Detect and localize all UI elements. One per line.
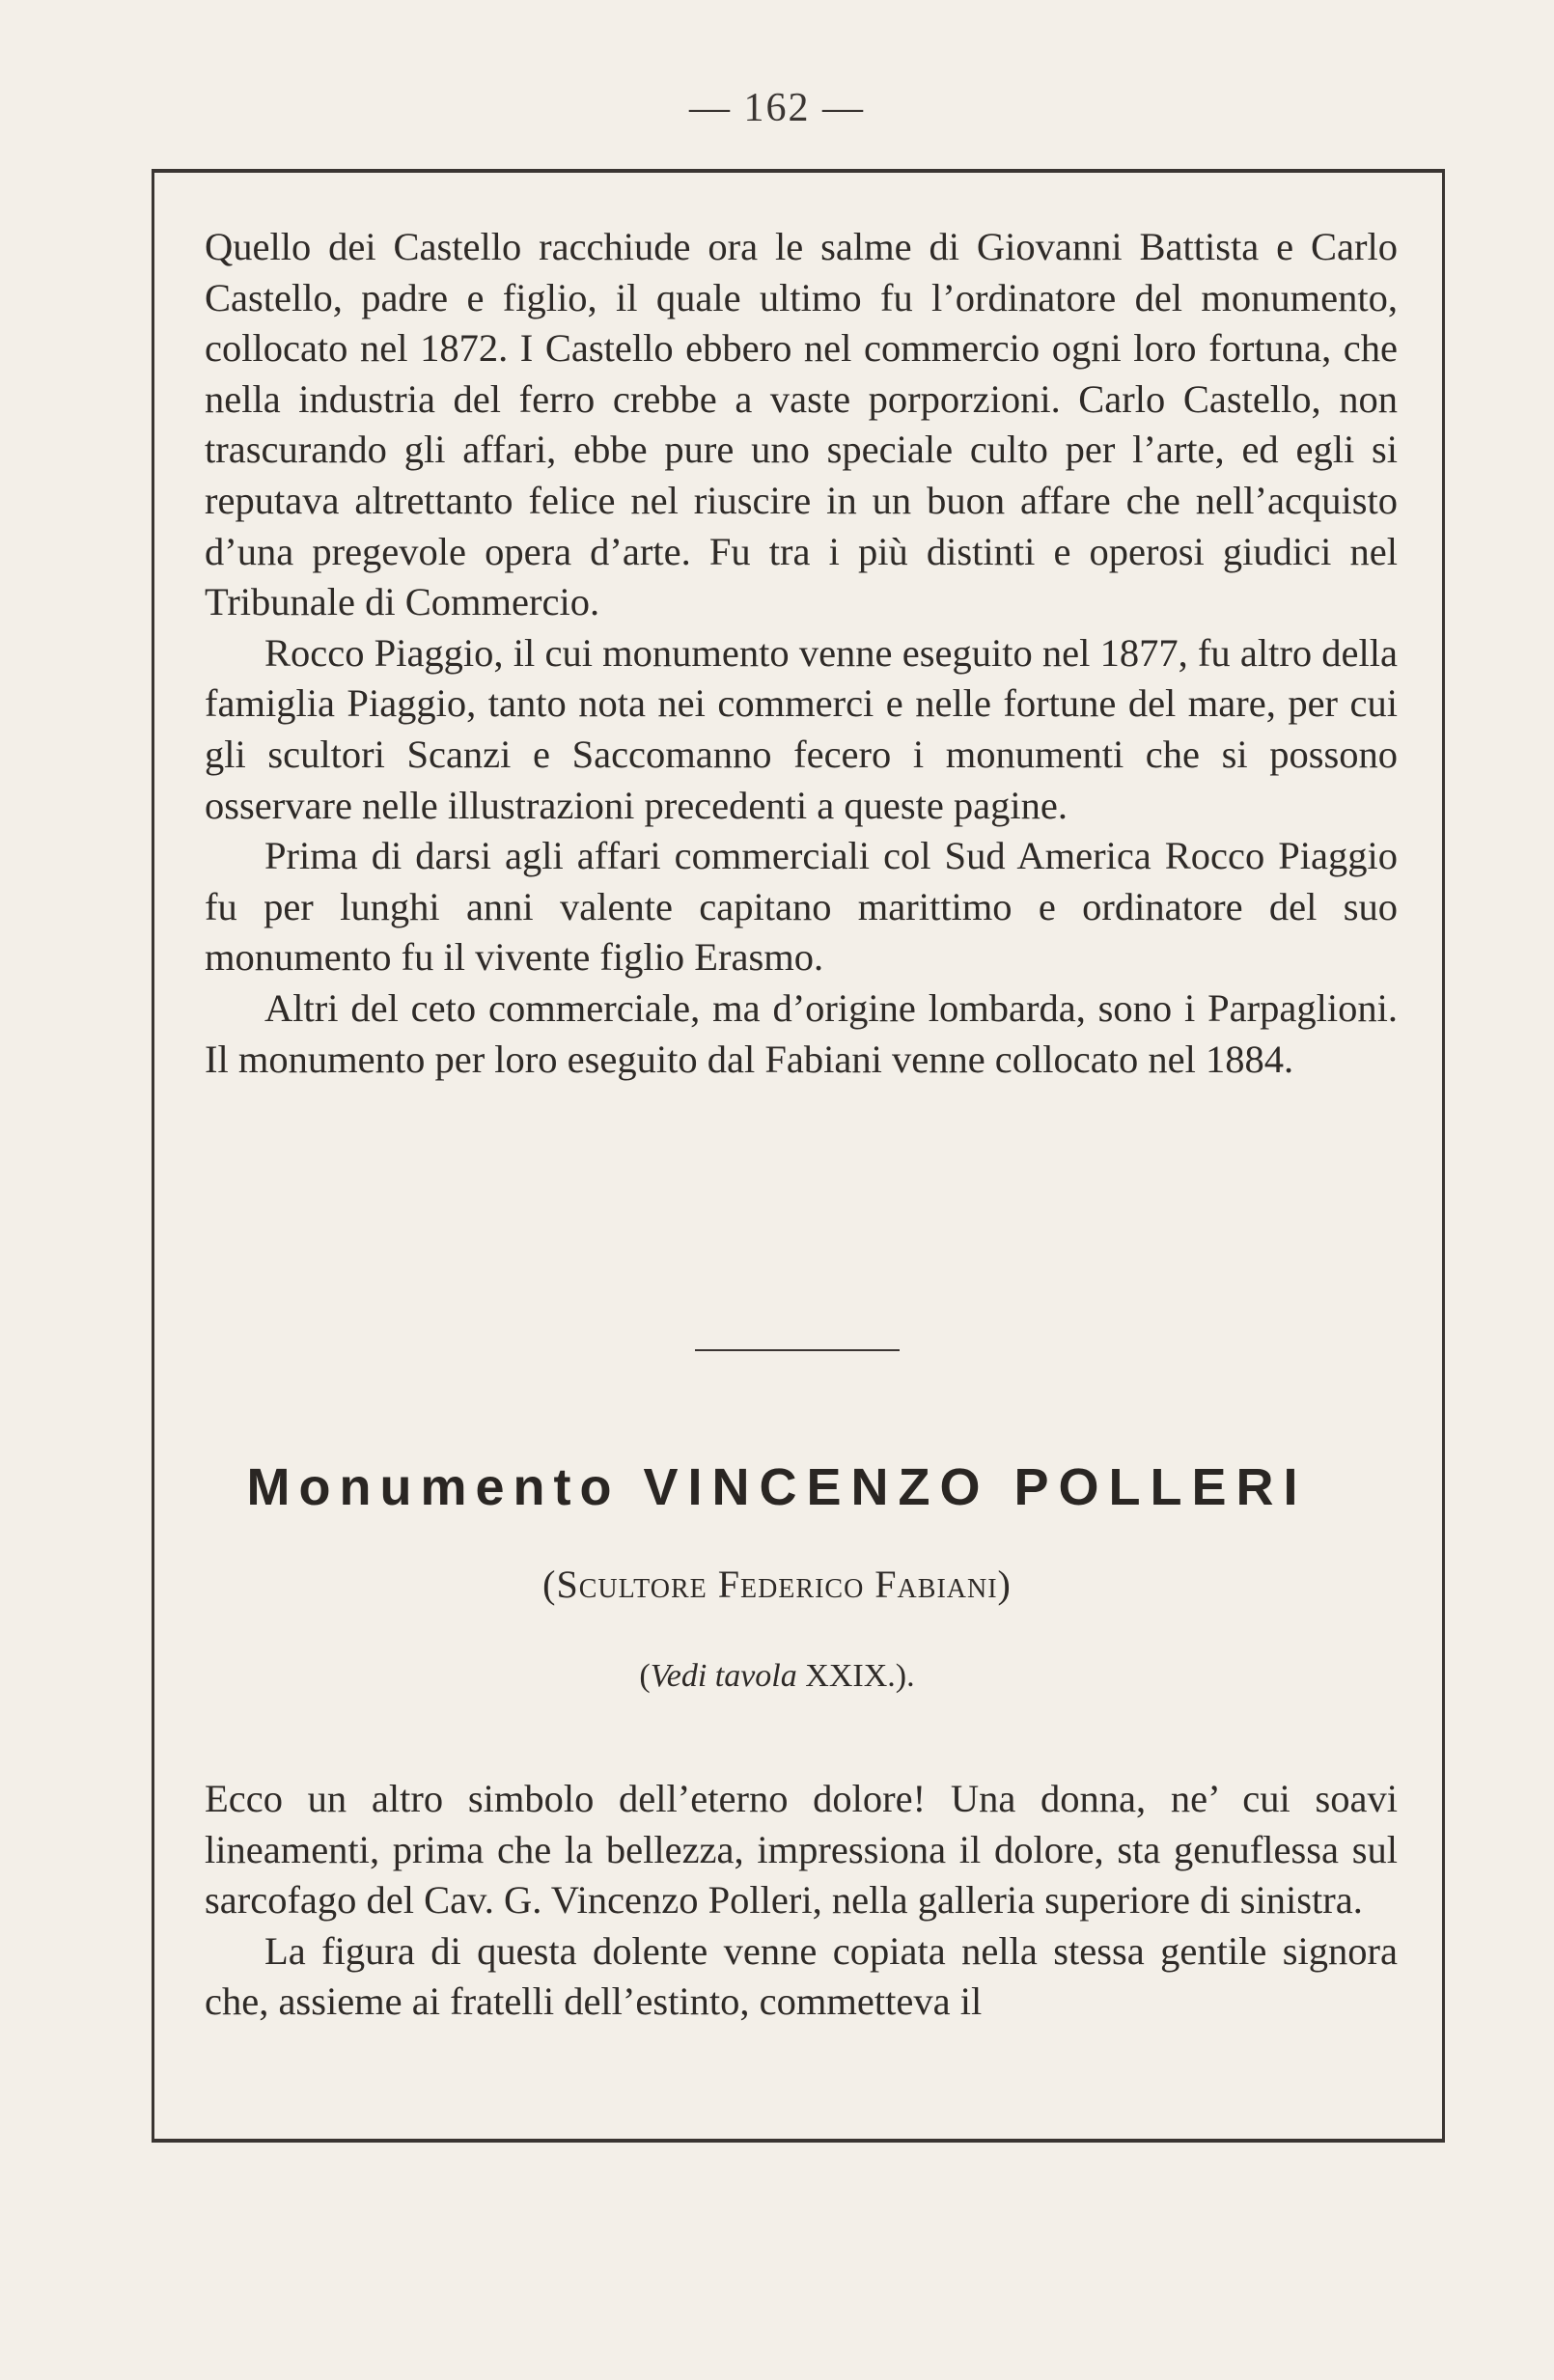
paragraph: Prima di darsi agli affari commerciali col Sud America Rocco Piaggio fu per lunghi anni valente capitano marittimo e ordinatore del suo monumento fu il vivente figlio Erasmo. [205,834,1398,980]
heading-prefix: Monumento [246,1458,621,1516]
heading-name: VINCENZO POLLERI [643,1458,1308,1516]
page-number: — 162 — [689,86,865,130]
sculptor-credit: (Scultore Federico Fabiani) [542,1563,1012,1606]
section-heading [0,1457,1554,1517]
reference-open: ( [639,1658,651,1694]
paragraph: Altri del ceto commerciale, ma d’origine lombarda, sono i Parpaglioni. Il monumento per loro eseguito dal Fabiani venne collocato nel 1884. [205,985,1398,1081]
paragraph: La figura di questa dolente venne copiata nella stessa gentile signora che, assieme ai fratelli dell’estinto, commetteva il [205,1928,1398,2024]
paragraph: Quello dei Castello racchiude ora le salme di Giovanni Battista e Carlo Castello, padre e figlio, il quale ultimo fu l’ordinatore del monumento, collocato nel 1872. I Castello ebbero nel commercio ogni loro fortuna, che nella industria del ferro crebbe a vaste porporzioni. Carlo Castello, non trascurando gli affari, ebbe pure uno speciale culto per l’arte, ed egli si reputava altrettanto felice nel riuscire in un buon affare che nell’acquisto d’una pregevole opera d’arte. Fu tra i più distinti e operosi giudici nel Tribunale di Commercio. [205,225,1398,624]
text-block-polleri [205,1774,1398,2028]
section-divider [695,1349,900,1351]
paragraph: Ecco un altro simbolo dell’eterno dolore! Una donna, ne’ cui soavi lineamenti, prima che la bellezza, impressiona il dolore, sta genuflessa sul sarcofago del Cav. G. Vincenzo Polleri, nella galleria superiore di sinistra. [205,1777,1398,1923]
text-block-castello [205,222,1398,1085]
reference-rest: XXIX.). [796,1658,915,1694]
section-subtitle [0,1562,1554,1607]
plate-reference [0,1658,1554,1695]
reference-italic: Vedi tavola [650,1658,797,1694]
paragraph: Rocco Piaggio, il cui monumento venne eseguito nel 1877, fu altro della famiglia Piaggio, tanto nota nei commerci e nelle fortune del mare, per cui gli scultori Scanzi e Saccomanno fecero i monumenti che si possono osservare nelle illustrazioni precedenti a queste pagine. [205,630,1398,827]
